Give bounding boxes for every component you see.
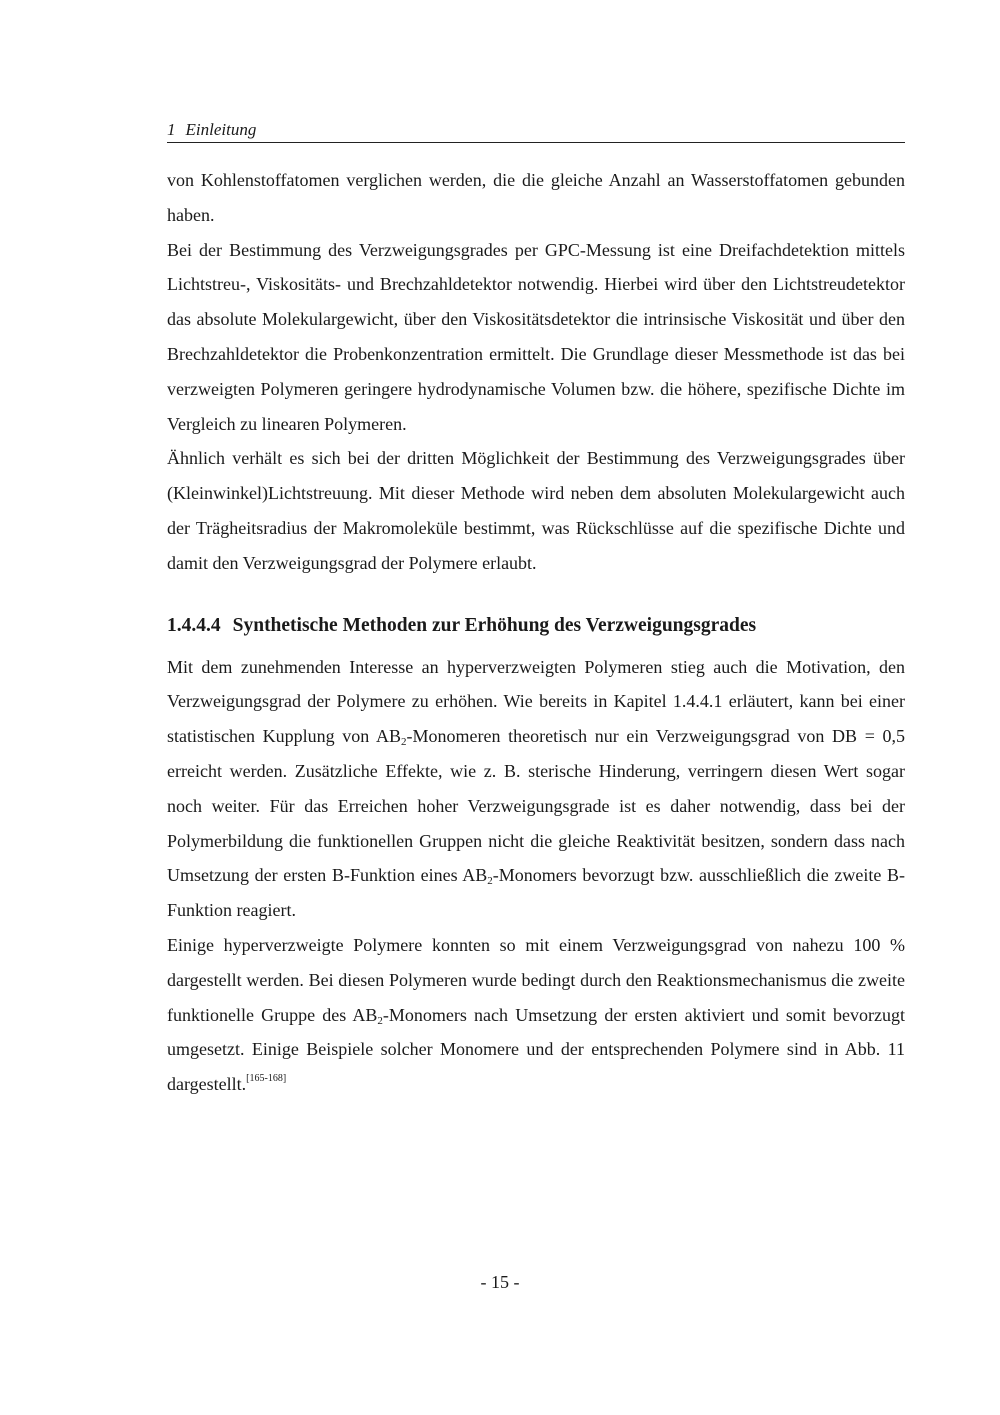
section-heading [167,614,905,638]
citation-reference: [165-168] [246,1073,287,1085]
chapter-number: 1 [167,120,176,139]
section-title: Synthetische Methoden zur Erhöhung des Verzweigungsgrades [232,614,757,636]
page-body [167,163,905,1102]
subscript: 2 [377,1014,383,1027]
paragraph: Ähnlich verhält es sich bei der dritten Möglichkeit der Bestimmung des Verzweigungsgrades über (Kleinwinkel)Lichtstreuung. Mit dieser Methode wird neben dem absoluten Molekulargewicht auch der Trägheitsradius der Makromoleküle bestimmt, was Rückschlüsse auf die spezifische Dichte und damit den Verzweigungsgrad der Polymere erlaubt. [167,448,905,573]
subscript: 2 [487,875,493,888]
subscript: 2 [401,736,407,749]
running-header [167,120,905,143]
section-number: 1.4.4.4 [167,614,221,636]
paragraph-text: Einige hyperverzweigte Polymere konnten so mit einem Verzweigungsgrad von nahezu 100 % dargestellt werden. Bei diesen Polymeren wurde bedingt durch den Reaktionsmechanismus die zweite funktionelle Gruppe des AB [167,934,905,1025]
chapter-title: Einleitung [185,120,257,139]
paragraph-text: -Monomers bevorzugt bzw. ausschließlich die zweite B-Funktion reagiert. [167,865,905,921]
paragraph-text: -Monomeren theoretisch nur ein Verzweigungsgrad von DB = 0,5 erreicht werden. Zusätzliche Effekte, wie z. B. sterische Hinderung, verringern diesen Wert sogar noch weiter. Für das Erreichen hoher Verzweigungsgrade ist es daher notwendig, dass bei der Polymerbildung die funktionellen Gruppen nicht die gleiche Reaktivität besitzen, sondern dass nach Umsetzung der ersten B-Funktion eines AB [167,726,906,886]
paragraph: Bei der Bestimmung des Verzweigungsgrades per GPC-Messung ist eine Dreifachdetektion mittels Lichtstreu-, Viskositäts- und Brechzahldetektor notwendig. Hierbei wird über den Lichtstreudetektor das absolute Molekulargewicht, über den Viskositätsdetektor die intrinsische Viskosität und über den Brechzahldetektor die Probenkonzentration ermittelt. Die Grundlage dieser Messmethode ist das bei verzweigten Polymeren geringere hydrodynamische Volumen bzw. die höhere, spezifische Dichte im Vergleich zu linearen Polymeren. [167,239,905,434]
paragraph: von Kohlenstoffatomen verglichen werden, die die gleiche Anzahl an Wasserstoffatomen gebunden haben. [167,170,905,225]
paragraph [167,928,905,1102]
paragraph-text: Mit dem zunehmenden Interesse an hyperverzweigten Polymeren stieg auch die Motivation, den Verzweigungsgrad der Polymere zu erhöhen. Wie bereits in Kapitel 1.4.4.1 erläutert, kann bei einer statistischen Kupplung von AB [167,656,905,747]
page-number: - 15 - [480,1272,520,1292]
paragraph [167,650,905,928]
paragraph-text: -Monomers nach Umsetzung der ersten aktiviert und somit bevorzugt umgesetzt. Einige Beispiele solcher Monomere und der entsprechenden Polymere sind in Abb. 11 dargestellt. [167,1004,905,1095]
